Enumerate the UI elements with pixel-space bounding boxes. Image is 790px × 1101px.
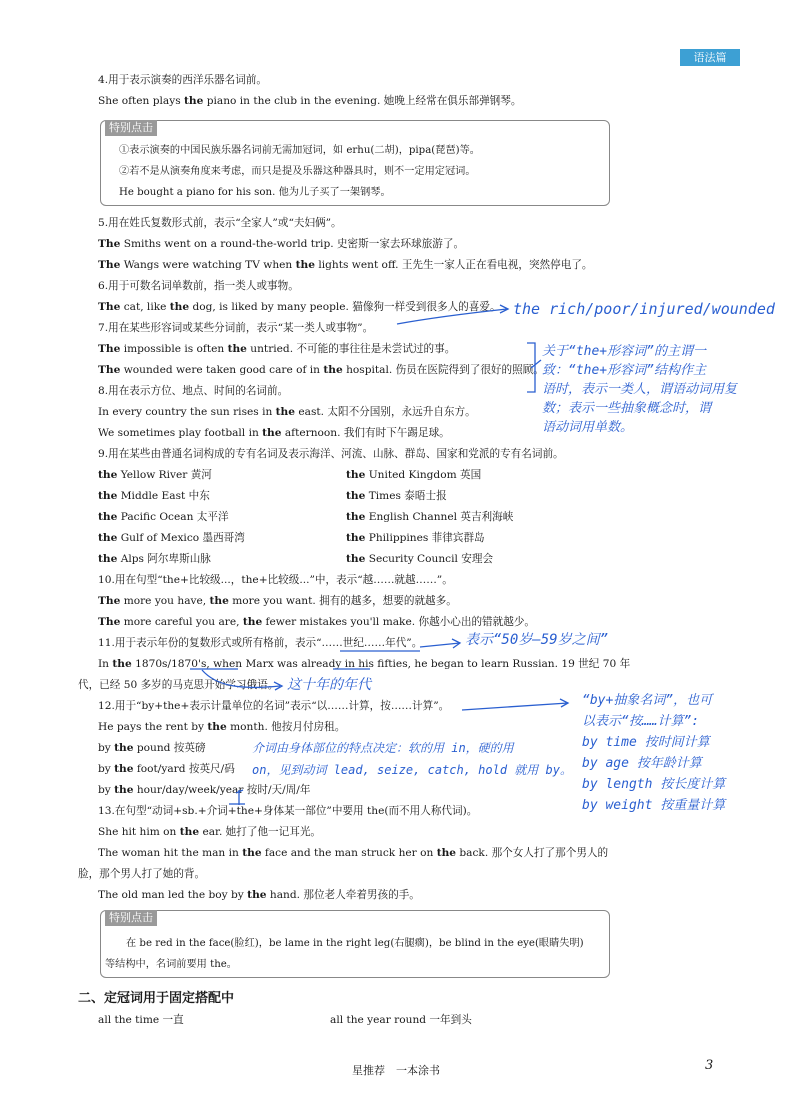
text-span: Alps 阿尔卑斯山脉: [117, 553, 211, 565]
bold-article: the: [346, 553, 366, 565]
text-span: 11.用于表示年份的复数形式或所有格前，表示“……世纪……年代”。: [98, 637, 423, 649]
box-line: He bought a piano for his son. 他为儿子买了一架钢琴。: [119, 187, 391, 198]
text-span: 6.用于可数名词单数前，指一类人或事物。: [98, 280, 299, 292]
text-span: Pacific Ocean 太平洋: [117, 511, 229, 523]
text-span: 脸，那个男人打了她的背。: [78, 868, 206, 880]
bold-article: The: [98, 364, 121, 376]
bold-article: the: [112, 658, 132, 670]
text-span: by: [98, 742, 115, 754]
text-span: 12.用于“by+the+表示计量单位的名词”表示“以……计算，按……计算”。: [98, 700, 450, 712]
bold-article: the: [436, 847, 457, 859]
text-span: He pays the rent by: [98, 721, 208, 733]
text-span: 7.用在某些形容词或某些分词前，表示“某一类人或事物”。: [98, 322, 374, 334]
text-span: impossible is often: [120, 343, 228, 355]
box-line: 在 be red in the face(脸红)，be lame in the right leg(右腿瘸)，be blind in the eye(眼睛失明): [126, 938, 584, 949]
bold-article: the: [242, 847, 262, 859]
text-span: month. 他按月付房租。: [226, 721, 346, 733]
text-span: 13.在句型“动词+sb.+介词+the+身体某一部位”中要用 the(而不用人称代词)。: [98, 805, 478, 817]
phrase-right: all the year round 一年到头: [330, 1014, 472, 1026]
bold-article: the: [209, 595, 229, 607]
text-span: lights went off. 王先生一家人正在看电视，突然停电了。: [314, 259, 593, 271]
phrase-left: all the time 一直: [98, 1014, 184, 1026]
bold-article: The: [98, 259, 121, 271]
bold-article: the: [207, 721, 227, 733]
bold-article: the: [98, 553, 118, 565]
bold-article: the: [98, 511, 118, 523]
box-line: ②若不是从演奏角度来考虑，而只是提及乐器这种器具时，则不一定用定冠词。: [119, 166, 476, 177]
bold-article: The: [98, 238, 121, 250]
text-span: east. 太阳不分国别，永远升自东方。: [295, 406, 476, 418]
box-line: 等结构中，名词前要用 the。: [105, 959, 237, 970]
text-span: She hit him on: [98, 826, 180, 838]
handwritten-note-rich-poor: the rich/poor/injured/wounded: [513, 300, 775, 318]
bold-article: the: [346, 469, 366, 481]
section-tag: 语法篇: [680, 49, 740, 66]
handwritten-note-preposition: 介词由身体部位的特点决定：软的用 in，硬的用 on，见到动词 lead, seize, catch, hold 就用 by。: [252, 741, 572, 777]
box-title: 特别点击: [105, 910, 157, 926]
text-span: by: [98, 784, 115, 796]
text-span: face and the man struck her on: [261, 847, 437, 859]
text-span: hospital. 伤员在医院得到了很好的照顾。: [342, 364, 544, 376]
text-span: Smiths went on a round-the-world trip. 史密斯一家去环球旅游了。: [120, 238, 465, 250]
text-span: 5.用在姓氏复数形式前，表示“全家人”或“夫妇俩”。: [98, 217, 342, 229]
text-span: by: [98, 763, 115, 775]
bold-article: The: [98, 343, 121, 355]
box-line: ①表示演奏的中国民族乐器名词前无需加冠词，如 erhu(二胡)，pipa(琵琶)等。: [119, 145, 480, 156]
text-span: more careful you are,: [120, 616, 243, 628]
bold-article: the: [247, 889, 267, 901]
text-span: 10.用在句型“the+比较级...，the+比较级...”中，表示“越……就越……”。: [98, 574, 453, 586]
text-span: back. 那个女人打了那个男人的: [456, 847, 609, 859]
bold-article: the: [346, 511, 366, 523]
text-span: hour/day/week/year 按时/天/周/年: [133, 784, 311, 796]
text-span: ear. 她打了他一记耳光。: [199, 826, 322, 838]
bold-article: the: [323, 364, 343, 376]
text-span: Wangs were watching TV when: [120, 259, 296, 271]
text-span: Yellow River 黄河: [117, 469, 212, 481]
bold-article: the: [179, 826, 200, 838]
text-span: afternoon. 我们有时下午踢足球。: [281, 427, 450, 439]
text-span: United Kingdom 英国: [365, 469, 482, 481]
bold-article: the: [275, 406, 295, 418]
text-span: The woman hit the man in: [98, 847, 243, 859]
bold-article: the: [262, 427, 282, 439]
text-span: 4.用于表示演奏的西洋乐器名词前。: [98, 74, 268, 86]
handwritten-note-by-abstract: “by+抽象名词”，也可 以表示“按……计算”: by time 按时间计算 by age 按年龄计算 by length 按长度计算 by weight 按重量计算: [582, 693, 726, 813]
bold-article: The: [98, 595, 121, 607]
bold-article: the: [295, 259, 315, 271]
bold-article: the: [114, 784, 134, 796]
text-span: dog, is liked by many people. 猫像狗一样受到很多人的喜爱。: [189, 301, 501, 313]
text-span: cat, like: [120, 301, 170, 313]
text-span: Philippines 菲律宾群岛: [365, 532, 485, 544]
footer-brand: 星推荐 一本涂书: [352, 1064, 440, 1077]
text-span: Gulf of Mexico 墨西哥湾: [117, 532, 245, 544]
text-span: 代，已经 50 多岁的马克思开始学习俄语。: [78, 679, 279, 691]
bold-article: the: [114, 742, 134, 754]
text-span: Middle East 中东: [117, 490, 210, 502]
text-span: In: [98, 658, 113, 670]
text-span: piano in the club in the evening. 她晚上经常在俱乐部弹钢琴。: [203, 95, 522, 107]
text-span: We sometimes play football in: [98, 427, 263, 439]
text-span: foot/yard 按英尺/码: [133, 763, 235, 775]
bold-article: the: [242, 616, 263, 628]
text-span: pound 按英磅: [133, 742, 206, 754]
handwritten-note-decade: 这十年的年代: [287, 677, 371, 693]
text-span: untried. 不可能的事往往是未尝试过的事。: [246, 343, 456, 355]
text-span: 1870s/1870's, when Marx was already in his fifties, he began to learn Russian. 19 世纪 70 年: [131, 658, 631, 670]
bold-article: the: [98, 490, 118, 502]
text-span: Security Council 安理会: [365, 553, 494, 565]
bold-article: The: [98, 616, 121, 628]
section-heading: 二、定冠词用于固定搭配中: [78, 991, 235, 1006]
bold-article: the: [114, 763, 134, 775]
handwritten-note-fifties: 表示“50岁—59岁之间”: [465, 632, 609, 648]
handwritten-note-the-adj: 关于“the+形容词”的主谓一 致：“the+形容词”结构作主 语时，表示一类人，谓语动词用复 数；表示一些抽象概念时，谓 语动词用单数。: [542, 344, 738, 435]
page-number: 3: [705, 1058, 714, 1073]
bold-article: the: [98, 532, 118, 544]
bold-article: the: [346, 490, 366, 502]
text-span: 9.用在某些由普通名词构成的专有名词及表示海洋、河流、山脉、群岛、国家和党派的专有名词前。: [98, 448, 564, 460]
text-span: Times 泰晤士报: [365, 490, 447, 502]
bold-article: the: [98, 469, 118, 481]
bold-article: the: [169, 301, 190, 313]
box-title: 特别点击: [105, 120, 157, 136]
text-span: more you want. 拥有的越多，想要的就越多。: [228, 595, 457, 607]
text-span: fewer mistakes you'll make. 你越小心出的错就越少。: [262, 616, 536, 628]
bold-article: the: [227, 343, 247, 355]
text-span: English Channel 英吉利海峡: [365, 511, 514, 523]
bold-article: the: [346, 532, 366, 544]
text-span: hand. 那位老人牵着男孩的手。: [266, 889, 420, 901]
text-span: wounded were taken good care of in: [120, 364, 324, 376]
text-span: In every country the sun rises in: [98, 406, 276, 418]
text-span: The old man led the boy by: [98, 889, 248, 901]
text-span: more you have,: [120, 595, 210, 607]
text-span: She often plays: [98, 95, 185, 107]
bold-article: The: [98, 301, 121, 313]
bold-article: the: [184, 95, 204, 107]
text-span: 8.用在表示方位、地点、时间的名词前。: [98, 385, 289, 397]
